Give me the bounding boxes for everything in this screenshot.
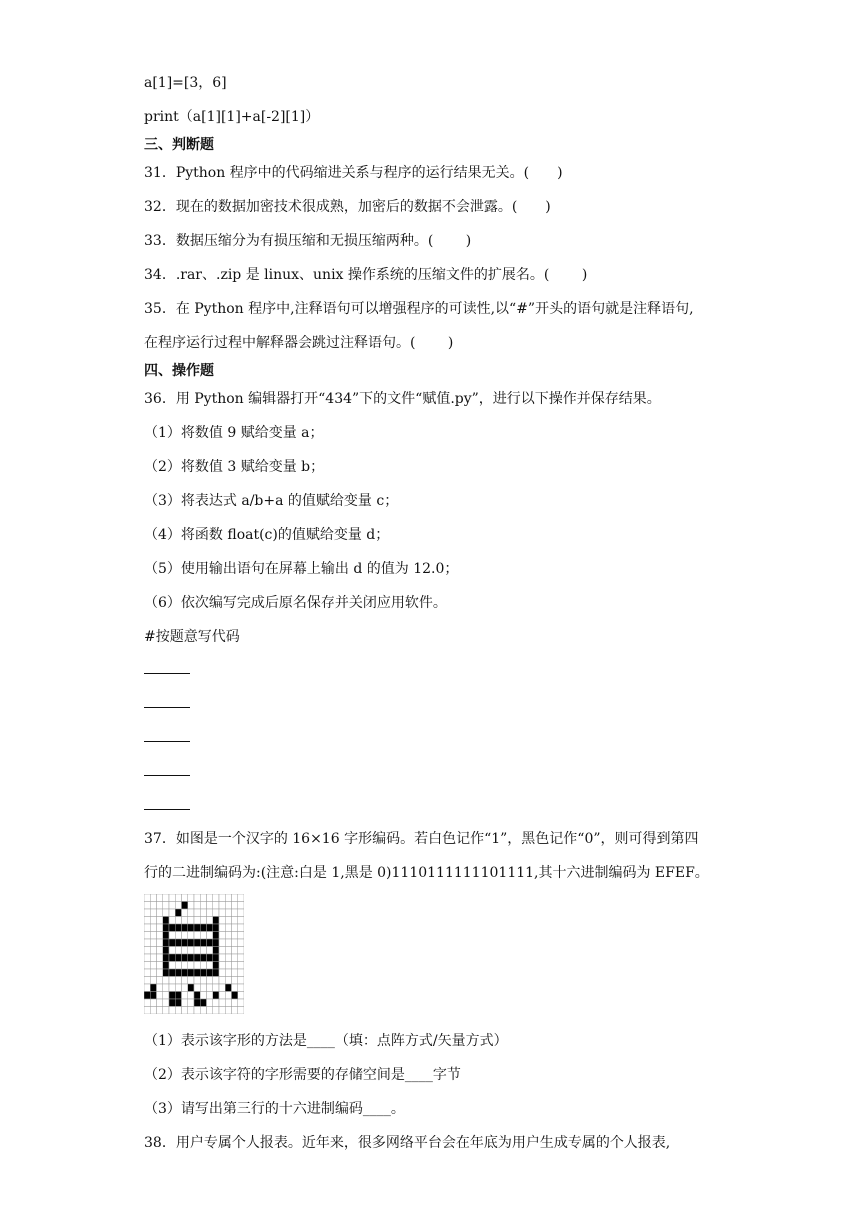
glyph-cell <box>188 917 194 925</box>
glyph-cell <box>200 962 206 970</box>
glyph-cell <box>213 902 219 910</box>
glyph-cell <box>238 932 244 940</box>
glyph-cell <box>157 909 163 917</box>
question-36-step-3: （3）将表达式 a/b+a 的值赋给变量 c； <box>144 493 399 509</box>
glyph-cell <box>219 909 225 917</box>
glyph-cell <box>175 924 181 932</box>
glyph-cell <box>238 894 244 902</box>
glyph-cell <box>188 924 194 932</box>
glyph-cell <box>232 999 238 1007</box>
question-36-step-1: （1）将数值 9 赋给变量 a； <box>144 425 324 441</box>
glyph-cell <box>188 969 194 977</box>
question-38-line-1: 38．用户专属个人报表。近年来，很多网络平台会在年底为用户生成专属的个人报表, <box>144 1135 671 1151</box>
glyph-cell <box>144 962 150 970</box>
glyph-cell <box>213 977 219 985</box>
glyph-cell <box>219 992 225 1000</box>
glyph-cell <box>144 954 150 962</box>
glyph-cell <box>194 984 200 992</box>
glyph-cell <box>213 939 219 947</box>
glyph-cell <box>207 947 213 955</box>
glyph-cell <box>238 954 244 962</box>
glyph-cell <box>207 917 213 925</box>
glyph-cell <box>169 932 175 940</box>
glyph-cell <box>150 954 156 962</box>
glyph-cell <box>150 977 156 985</box>
glyph-cell <box>238 999 244 1007</box>
code-line-1: a[1]=[3，6] <box>144 75 227 91</box>
glyph-cell <box>169 902 175 910</box>
glyph-cell <box>200 917 206 925</box>
glyph-cell <box>194 917 200 925</box>
glyph-cell <box>213 894 219 902</box>
glyph-cell <box>207 894 213 902</box>
glyph-cell <box>144 909 150 917</box>
glyph-cell <box>157 969 163 977</box>
section-heading-judge: 三、判断题 <box>144 137 214 153</box>
glyph-cell <box>150 909 156 917</box>
glyph-cell <box>219 894 225 902</box>
glyph-cell <box>182 962 188 970</box>
glyph-cell <box>207 969 213 977</box>
glyph-cell <box>188 954 194 962</box>
glyph-cell <box>144 969 150 977</box>
question-36-step-5: （5）使用输出语句在屏幕上输出 d 的值为 12.0； <box>144 561 459 577</box>
glyph-cell <box>157 992 163 1000</box>
glyph-cell <box>238 947 244 955</box>
glyph-cell <box>169 924 175 932</box>
glyph-cell <box>213 1007 219 1015</box>
glyph-cell <box>225 894 231 902</box>
glyph-cell <box>219 932 225 940</box>
glyph-cell <box>182 954 188 962</box>
glyph-cell <box>188 894 194 902</box>
glyph-cell <box>207 999 213 1007</box>
glyph-cell <box>150 917 156 925</box>
glyph-cell <box>188 1007 194 1015</box>
glyph-cell <box>207 909 213 917</box>
glyph-cell <box>169 917 175 925</box>
glyph-cell <box>144 902 150 910</box>
glyph-cell <box>213 984 219 992</box>
glyph-cell <box>157 999 163 1007</box>
glyph-cell <box>182 939 188 947</box>
question-37-line-2: 行的二进制编码为:(注意:白是 1,黑是 0)1110111111101111,其十六进制编码为 EFEF。 <box>144 865 709 881</box>
glyph-cell <box>175 999 181 1007</box>
glyph-cell <box>238 962 244 970</box>
glyph-cell <box>157 962 163 970</box>
glyph-cell <box>232 909 238 917</box>
glyph-cell <box>225 917 231 925</box>
glyph-dot-matrix <box>144 894 244 1014</box>
glyph-cell <box>163 1007 169 1015</box>
glyph-cell <box>232 902 238 910</box>
question-33: 33．数据压缩分为有损压缩和无损压缩两种。( ) <box>144 233 472 249</box>
glyph-cell <box>207 954 213 962</box>
glyph-cell <box>207 962 213 970</box>
glyph-cell <box>200 999 206 1007</box>
glyph-cell <box>200 992 206 1000</box>
glyph-cell <box>225 902 231 910</box>
glyph-cell <box>238 909 244 917</box>
glyph-cell <box>207 977 213 985</box>
glyph-cell <box>182 969 188 977</box>
glyph-cell <box>150 969 156 977</box>
glyph-cell <box>175 909 181 917</box>
glyph-cell <box>144 894 150 902</box>
glyph-cell <box>207 932 213 940</box>
glyph-cell <box>194 894 200 902</box>
glyph-cell <box>213 924 219 932</box>
glyph-cell <box>232 977 238 985</box>
glyph-cell <box>219 917 225 925</box>
glyph-cell <box>150 962 156 970</box>
glyph-cell <box>219 969 225 977</box>
glyph-cell <box>188 947 194 955</box>
glyph-cell <box>232 984 238 992</box>
glyph-cell <box>169 947 175 955</box>
glyph-cell <box>194 969 200 977</box>
glyph-cell <box>200 902 206 910</box>
glyph-cell <box>157 977 163 985</box>
question-36-step-6: （6）依次编写完成后原名保存并关闭应用软件。 <box>144 595 447 611</box>
glyph-cell <box>163 992 169 1000</box>
glyph-cell <box>157 954 163 962</box>
glyph-cell <box>207 992 213 1000</box>
glyph-cell <box>238 969 244 977</box>
glyph-cell <box>238 917 244 925</box>
glyph-cell <box>213 947 219 955</box>
glyph-cell <box>219 954 225 962</box>
glyph-cell <box>207 939 213 947</box>
answer-blank-4[interactable] <box>144 775 190 776</box>
glyph-cell <box>232 969 238 977</box>
glyph-cell <box>225 992 231 1000</box>
glyph-cell <box>163 924 169 932</box>
glyph-cell <box>188 999 194 1007</box>
glyph-cell <box>163 947 169 955</box>
glyph-cell <box>225 984 231 992</box>
glyph-cell <box>219 1007 225 1015</box>
glyph-cell <box>169 894 175 902</box>
glyph-cell <box>169 977 175 985</box>
answer-blank-3[interactable] <box>144 741 190 742</box>
glyph-cell <box>175 962 181 970</box>
question-37-sub-2: （2）表示该字符的字形需要的存储空间是____字节 <box>144 1067 461 1083</box>
glyph-cell <box>175 969 181 977</box>
glyph-cell <box>157 894 163 902</box>
glyph-cell <box>150 984 156 992</box>
glyph-cell <box>219 924 225 932</box>
glyph-cell <box>225 999 231 1007</box>
glyph-cell <box>182 984 188 992</box>
question-31: 31．Python 程序中的代码缩进关系与程序的运行结果无关。( ) <box>144 165 563 181</box>
glyph-cell <box>213 917 219 925</box>
glyph-cell <box>157 939 163 947</box>
glyph-cell <box>144 999 150 1007</box>
glyph-cell <box>219 947 225 955</box>
glyph-cell <box>169 999 175 1007</box>
glyph-cell <box>225 909 231 917</box>
glyph-cell <box>200 969 206 977</box>
section-heading-operate: 四、操作题 <box>144 363 214 379</box>
glyph-cell <box>144 924 150 932</box>
glyph-cell <box>150 902 156 910</box>
glyph-cell <box>157 1007 163 1015</box>
glyph-cell <box>200 932 206 940</box>
glyph-cell <box>207 924 213 932</box>
glyph-cell <box>150 1007 156 1015</box>
glyph-cell <box>200 924 206 932</box>
glyph-cell <box>200 947 206 955</box>
glyph-cell <box>213 962 219 970</box>
glyph-cell <box>225 932 231 940</box>
glyph-cell <box>207 984 213 992</box>
glyph-cell <box>194 902 200 910</box>
glyph-cell <box>169 969 175 977</box>
question-37-sub-1: （1）表示该字形的方法是____（填：点阵方式/矢量方式） <box>144 1033 508 1049</box>
glyph-cell <box>144 977 150 985</box>
glyph-cell <box>175 939 181 947</box>
glyph-cell <box>232 894 238 902</box>
glyph-cell <box>157 917 163 925</box>
glyph-cell <box>175 902 181 910</box>
glyph-cell <box>163 917 169 925</box>
glyph-cell <box>182 977 188 985</box>
glyph-cell <box>194 947 200 955</box>
glyph-grid-svg <box>144 894 244 1014</box>
glyph-cell <box>157 924 163 932</box>
glyph-cell <box>175 984 181 992</box>
question-35-line-1: 35．在 Python 程序中,注释语句可以增强程序的可读性,以“#”开头的语句就是注释语句, <box>144 301 694 317</box>
glyph-cell <box>175 977 181 985</box>
question-36-step-4: （4）将函数 float(c)的值赋给变量 d； <box>144 527 390 543</box>
glyph-cell <box>150 924 156 932</box>
glyph-cell <box>169 984 175 992</box>
answer-blank-5[interactable] <box>144 809 190 810</box>
glyph-cell <box>238 992 244 1000</box>
glyph-cell <box>219 999 225 1007</box>
glyph-cell <box>182 909 188 917</box>
glyph-cell <box>163 962 169 970</box>
glyph-cell <box>219 984 225 992</box>
glyph-cell <box>182 902 188 910</box>
glyph-cell <box>144 917 150 925</box>
code-line-2: print（a[1][1]+a[-2][1]） <box>144 109 320 125</box>
glyph-cell <box>232 924 238 932</box>
glyph-cell <box>213 999 219 1007</box>
glyph-cell <box>144 984 150 992</box>
glyph-cell <box>194 999 200 1007</box>
glyph-cell <box>144 947 150 955</box>
glyph-cell <box>163 954 169 962</box>
glyph-cell <box>194 954 200 962</box>
glyph-cell <box>175 992 181 1000</box>
glyph-cell <box>225 954 231 962</box>
glyph-cell <box>188 932 194 940</box>
glyph-cell <box>169 909 175 917</box>
glyph-cell <box>213 932 219 940</box>
glyph-cell <box>175 894 181 902</box>
glyph-cell <box>150 939 156 947</box>
glyph-cell <box>207 902 213 910</box>
question-37-sub-3: （3）请写出第三行的十六进制编码____。 <box>144 1101 405 1117</box>
glyph-cell <box>188 977 194 985</box>
glyph-cell <box>194 962 200 970</box>
glyph-cell <box>194 977 200 985</box>
answer-blank-1[interactable] <box>144 673 190 674</box>
glyph-cell <box>200 939 206 947</box>
glyph-cell <box>194 932 200 940</box>
glyph-cell <box>225 947 231 955</box>
glyph-cell <box>163 969 169 977</box>
glyph-cell <box>188 984 194 992</box>
glyph-cell <box>163 894 169 902</box>
glyph-cell <box>232 954 238 962</box>
glyph-cell <box>169 1007 175 1015</box>
glyph-cell <box>163 999 169 1007</box>
glyph-cell <box>238 924 244 932</box>
glyph-cell <box>150 894 156 902</box>
glyph-cell <box>163 902 169 910</box>
glyph-cell <box>238 902 244 910</box>
glyph-cell <box>225 939 231 947</box>
glyph-cell <box>232 962 238 970</box>
glyph-cell <box>238 939 244 947</box>
glyph-cell <box>194 1007 200 1015</box>
glyph-cell <box>150 947 156 955</box>
glyph-cell <box>213 969 219 977</box>
glyph-cell <box>163 932 169 940</box>
glyph-cell <box>200 984 206 992</box>
glyph-cell <box>169 962 175 970</box>
glyph-cell <box>188 902 194 910</box>
glyph-cell <box>194 909 200 917</box>
glyph-cell <box>144 1007 150 1015</box>
glyph-cell <box>200 977 206 985</box>
glyph-cell <box>225 977 231 985</box>
glyph-cell <box>219 962 225 970</box>
question-37-line-1: 37．如图是一个汉字的 16×16 字形编码。若白色记作“1”，黑色记作“0”，则可得到第四 <box>144 831 699 847</box>
question-36-title: 36．用 Python 编辑器打开“434”下的文件“赋值.py”，进行以下操作并保存结果。 <box>144 391 661 407</box>
glyph-cell <box>182 924 188 932</box>
glyph-cell <box>213 954 219 962</box>
glyph-cell <box>219 902 225 910</box>
glyph-cell <box>225 1007 231 1015</box>
glyph-cell <box>150 932 156 940</box>
glyph-cell <box>182 932 188 940</box>
glyph-cell <box>213 909 219 917</box>
glyph-cell <box>182 917 188 925</box>
glyph-cell <box>188 992 194 1000</box>
glyph-cell <box>182 999 188 1007</box>
glyph-cell <box>219 977 225 985</box>
glyph-cell <box>163 977 169 985</box>
question-35-line-2: 在程序运行过程中解释器会跳过注释语句。( ) <box>144 335 454 351</box>
glyph-cell <box>182 992 188 1000</box>
glyph-cell <box>157 902 163 910</box>
glyph-cell <box>225 924 231 932</box>
glyph-cell <box>238 1007 244 1015</box>
glyph-cell <box>188 909 194 917</box>
glyph-cell <box>175 1007 181 1015</box>
glyph-cell <box>150 992 156 1000</box>
glyph-cell <box>175 932 181 940</box>
glyph-cell <box>157 932 163 940</box>
glyph-cell <box>200 894 206 902</box>
glyph-cell <box>144 939 150 947</box>
glyph-cell <box>188 962 194 970</box>
glyph-cell <box>175 947 181 955</box>
glyph-cell <box>194 939 200 947</box>
question-36-step-2: （2）将数值 3 赋给变量 b； <box>144 459 325 475</box>
code-comment: #按题意写代码 <box>144 629 240 645</box>
question-32: 32．现在的数据加密技术很成熟，加密后的数据不会泄露。( ) <box>144 199 551 215</box>
glyph-cell <box>182 1007 188 1015</box>
glyph-cell <box>144 992 150 1000</box>
glyph-cell <box>169 939 175 947</box>
glyph-cell <box>194 924 200 932</box>
glyph-cell <box>232 932 238 940</box>
glyph-cell <box>225 969 231 977</box>
glyph-cell <box>213 992 219 1000</box>
glyph-cell <box>194 992 200 1000</box>
glyph-cell <box>232 992 238 1000</box>
glyph-cell <box>200 909 206 917</box>
glyph-cell <box>150 999 156 1007</box>
glyph-cell <box>188 939 194 947</box>
glyph-cell <box>232 947 238 955</box>
answer-blank-2[interactable] <box>144 707 190 708</box>
glyph-cell <box>175 954 181 962</box>
glyph-cell <box>175 917 181 925</box>
glyph-cell <box>232 1007 238 1015</box>
glyph-cell <box>169 992 175 1000</box>
glyph-cell <box>225 962 231 970</box>
glyph-cell <box>163 909 169 917</box>
glyph-cell <box>238 977 244 985</box>
glyph-cell <box>169 954 175 962</box>
glyph-cell <box>232 917 238 925</box>
glyph-cell <box>182 947 188 955</box>
glyph-cell <box>207 1007 213 1015</box>
glyph-cell <box>232 939 238 947</box>
glyph-cell <box>157 947 163 955</box>
glyph-cell <box>163 939 169 947</box>
glyph-cell <box>182 894 188 902</box>
glyph-cell <box>200 954 206 962</box>
glyph-cell <box>157 984 163 992</box>
glyph-cell <box>200 1007 206 1015</box>
glyph-cell <box>238 984 244 992</box>
glyph-cell <box>219 939 225 947</box>
question-34: 34．.rar、.zip 是 linux、unix 操作系统的压缩文件的扩展名。( ) <box>144 267 588 283</box>
glyph-cell <box>163 984 169 992</box>
glyph-cell <box>144 932 150 940</box>
